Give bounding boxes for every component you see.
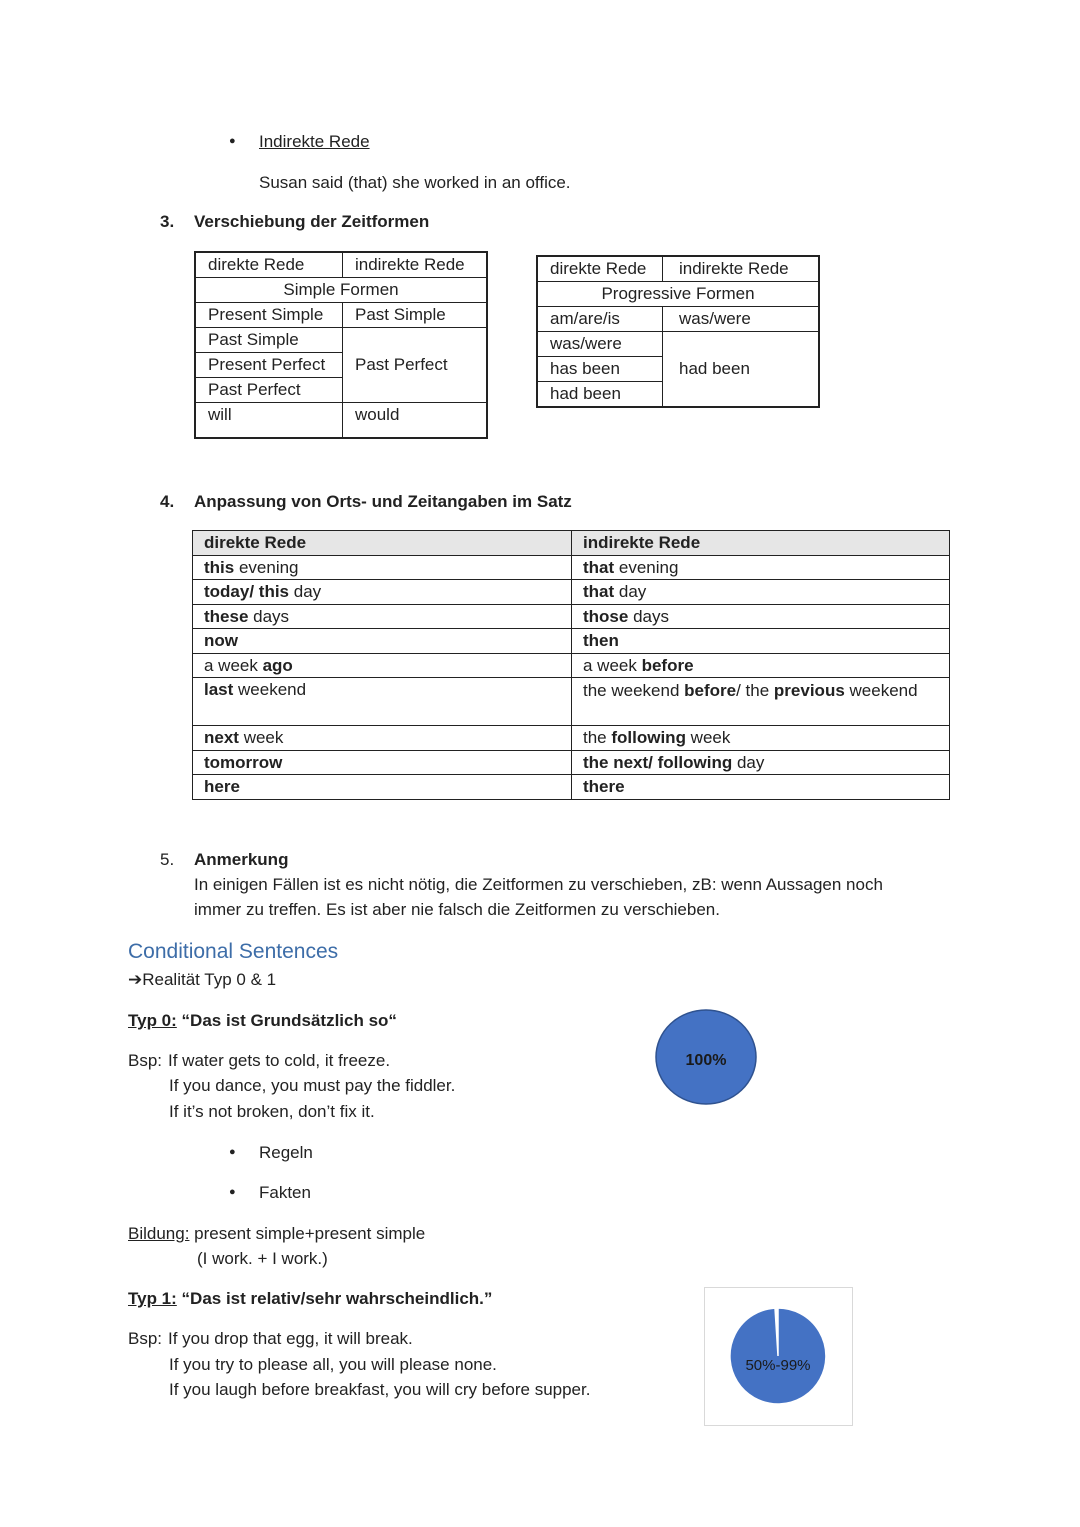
table-cell: a week ago xyxy=(193,653,572,678)
table-cell: am/are/is xyxy=(537,307,663,332)
pie-label: 100% xyxy=(685,1052,727,1069)
simple-tenses-table xyxy=(194,251,488,439)
typ0-bullet: ● Regeln xyxy=(259,1143,313,1163)
conditional-subtitle: ➔Realität Typ 0 & 1 xyxy=(128,970,277,989)
table-cell: would xyxy=(343,403,488,439)
table-cell: was/were xyxy=(537,332,663,357)
conditional-heading: Conditional Sentences xyxy=(128,940,339,963)
table-group-row: Simple Formen xyxy=(195,278,487,303)
typ0-bildung-example: (I work. + I work.) xyxy=(197,1249,328,1268)
section-5-number: 5. xyxy=(160,850,175,869)
section-5-line-1: In einigen Fällen ist es nicht nötig, die Zeitformen zu verschieben, zB: wenn Aussagen noch xyxy=(194,875,883,894)
table-header-cell: direkte Rede xyxy=(537,256,663,282)
table-cell: Past Simple xyxy=(343,303,488,328)
typ1-probability-pie xyxy=(704,1287,853,1426)
table-header-cell: direkte Rede xyxy=(193,531,572,556)
section-3-number: 3. xyxy=(160,212,175,231)
table-cell: these days xyxy=(193,604,572,629)
table-cell: tomorrow xyxy=(193,750,572,775)
indirekte-rede-heading: ● Indirekte Rede xyxy=(259,132,370,152)
table-cell: was/were xyxy=(663,307,820,332)
typ0-heading: Typ 0: “Das ist Grundsätzlich so“ xyxy=(128,1011,397,1030)
section-4-title: Anpassung von Orts- und Zeitangaben im Satz xyxy=(194,492,572,511)
section-4-number: 4. xyxy=(160,492,175,511)
progressive-tenses-table xyxy=(536,255,820,408)
table-cell: here xyxy=(193,775,572,800)
table-cell: will xyxy=(195,403,343,439)
table-cell: the next/ following day xyxy=(572,750,950,775)
typ0-example: If you dance, you must pay the fiddler. xyxy=(169,1076,456,1095)
section-5-title: Anmerkung xyxy=(194,850,289,869)
table-header-cell: indirekte Rede xyxy=(663,256,820,282)
table-cell: Present Simple xyxy=(195,303,343,328)
table-cell: Past Simple xyxy=(195,328,343,353)
table-group-row: Progressive Formen xyxy=(537,282,819,307)
table-header-cell: indirekte Rede xyxy=(343,252,488,278)
table-header-cell: indirekte Rede xyxy=(572,531,950,556)
table-cell: this evening xyxy=(193,555,572,580)
adverbs-table xyxy=(192,530,950,800)
table-cell: Present Perfect xyxy=(195,353,343,378)
table-cell: there xyxy=(572,775,950,800)
indirekte-rede-example: Susan said (that) she worked in an office. xyxy=(259,173,571,192)
typ0-bsp-label: Bsp: xyxy=(128,1051,163,1070)
table-header-cell: direkte Rede xyxy=(195,252,343,278)
table-cell: had been xyxy=(663,332,820,408)
table-cell: next week xyxy=(193,726,572,751)
pie-slice xyxy=(730,1308,826,1404)
typ1-heading: Typ 1: “Das ist relativ/sehr wahrscheindlich.” xyxy=(128,1289,493,1308)
table-cell: now xyxy=(193,629,572,654)
table-cell: those days xyxy=(572,604,950,629)
table-cell: that evening xyxy=(572,555,950,580)
typ1-bsp-label: Bsp: xyxy=(128,1329,163,1348)
typ0-example: If it’s not broken, don’t fix it. xyxy=(169,1102,375,1121)
table-cell: the following week xyxy=(572,726,950,751)
typ0-bildung: Bildung: present simple+present simple xyxy=(128,1224,426,1243)
table-cell: Past Perfect xyxy=(195,378,343,403)
table-cell: today/ this day xyxy=(193,580,572,605)
table-cell: a week before xyxy=(572,653,950,678)
pie-label: 50%-99% xyxy=(745,1357,811,1374)
typ0-bullet: ● Fakten xyxy=(259,1183,311,1203)
table-cell: last weekend xyxy=(193,678,572,726)
typ1-example: If you laugh before breakfast, you will cry before supper. xyxy=(169,1380,591,1399)
table-cell: the weekend before/ the previous weekend xyxy=(572,678,950,726)
table-cell: Past Perfect xyxy=(343,328,488,403)
table-cell: has been xyxy=(537,357,663,382)
typ1-example: If you drop that egg, it will break. xyxy=(168,1329,413,1348)
section-5-line-2: immer zu treffen. Es ist aber nie falsch die Zeitformen zu verschieben. xyxy=(194,900,720,919)
table-cell: had been xyxy=(537,382,663,408)
table-cell: then xyxy=(572,629,950,654)
section-3-title: Verschiebung der Zeitformen xyxy=(194,212,430,231)
arrow-right-icon: ➔ xyxy=(128,970,143,989)
typ0-probability-pie xyxy=(650,1005,762,1109)
typ1-example: If you try to please all, you will please none. xyxy=(169,1355,497,1374)
table-cell: that day xyxy=(572,580,950,605)
typ0-example: If water gets to cold, it freeze. xyxy=(168,1051,391,1070)
